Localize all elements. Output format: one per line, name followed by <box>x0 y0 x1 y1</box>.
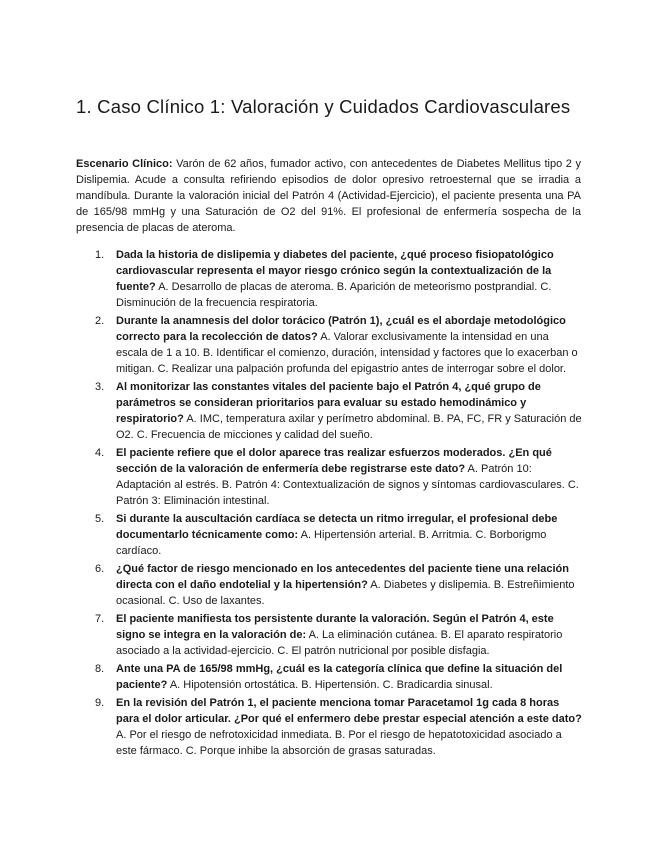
question-item <box>78 379 583 443</box>
question-options: A. Patrón 10: Adaptación al estrés. B. Patrón 4: Contextualización de signos y síntomas cardiovasculares. C. Patrón 3: Eliminación intestinal. <box>116 463 579 507</box>
question-number: 6. <box>95 563 105 575</box>
question-options: A. IMC, temperatura axilar y perímetro abdominal. B. PA, FC, FR y Saturación de O2. C. Frecuencia de micciones y calidad del sueño. <box>116 413 582 441</box>
question-item <box>78 561 583 609</box>
question-number: 1. <box>95 249 105 261</box>
scenario-text: Varón de 62 años, fumador activo, con antecedentes de Diabetes Mellitus tipo 2 y Dislipemia. Acude a consulta refiriendo episodios de dolor opresivo retroesternal que se irradia a mandíbula. Durante la valoración inicial del Patrón 4 (Actividad-Ejercicio), el paciente presenta una PA de 165/98 mmHg y una Saturación de O2 del 91%. El profesional de enfermería sospecha de la presencia de placas de ateroma. <box>76 158 581 234</box>
question-number: 3. <box>95 381 105 393</box>
question-options: A. Por el riesgo de nefrotoxicidad inmediata. B. Por el riesgo de hepatotoxicidad asociado a este fármaco. C. Porque inhibe la absorción de grasas saturadas. <box>116 729 562 757</box>
question-item <box>78 611 583 659</box>
question-stem: En la revisión del Patrón 1, el paciente menciona tomar Paracetamol 1g cada 8 horas para el dolor articular. ¿Por qué el enfermero debe prestar especial atención a este dato? <box>116 697 582 725</box>
question-number: 5. <box>95 513 105 525</box>
question-item <box>78 313 583 377</box>
case-title: 1. Caso Clínico 1: Valoración y Cuidados Cardiovasculares <box>76 96 571 117</box>
question-number: 9. <box>95 697 105 709</box>
question-item <box>78 445 583 509</box>
question-item <box>78 661 583 693</box>
question-number: 4. <box>95 447 105 459</box>
question-item <box>78 247 583 311</box>
question-stem: Ante una PA de 165/98 mmHg, ¿cuál es la categoría clínica que define la situación del paciente? <box>116 663 563 691</box>
question-stem: Dada la historia de dislipemia y diabetes del paciente, ¿qué proceso fisiopatológico cardiovascular representa el mayor riesgo crónico según la contextualización de la fuente? <box>116 249 554 293</box>
question-options: A. Hipertensión arterial. B. Arritmia. C. Borborigmo cardíaco. <box>116 529 547 557</box>
question-stem: El paciente refiere que el dolor aparece tras realizar esfuerzos moderados. ¿En qué sección de la valoración de enfermería debe registrarse este dato? <box>116 447 552 475</box>
question-stem: ¿Qué factor de riesgo mencionado en los antecedentes del paciente tiene una relación directa con el daño endotelial y la hipertensión? <box>116 563 569 591</box>
question-stem: Durante la anamnesis del dolor torácico (Patrón 1), ¿cuál es el abordaje metodológico correcto para la recolección de datos? <box>116 315 566 343</box>
question-number: 2. <box>95 315 105 327</box>
question-number: 8. <box>95 663 105 675</box>
scenario-label: Escenario Clínico: <box>76 158 173 170</box>
question-stem: Si durante la auscultación cardíaca se detecta un ritmo irregular, el profesional debe documentarlo técnicamente como: <box>116 513 558 541</box>
question-options: A. Diabetes y dislipemia. B. Estreñimiento ocasional. C. Uso de laxantes. <box>116 579 575 607</box>
question-options: A. Valorar exclusivamente la intensidad en una escala de 1 a 10. B. Identificar el comienzo, duración, intensidad y factores que lo exacerban o mitigan. C. Realizar una palpación profunda del epigastrio antes de interrogar sobre el dolor. <box>116 331 578 375</box>
question-list <box>78 247 583 761</box>
question-options: A. La eliminación cutánea. B. El aparato respiratorio asociado a la actividad-ejercicio. C. El patrón nutricional por posible disfagia. <box>116 629 563 657</box>
clinical-scenario <box>76 156 581 236</box>
question-stem: Al monitorizar las constantes vitales del paciente bajo el Patrón 4, ¿qué grupo de parámetros se consideran prioritarios para evaluar su estado hemodinámico y respiratorio? <box>116 381 541 425</box>
question-item <box>78 511 583 559</box>
question-options: A. Hipotensión ortostática. B. Hipertensión. C. Bradicardia sinusal. <box>169 679 493 691</box>
question-stem: El paciente manifiesta tos persistente durante la valoración. Según el Patrón 4, este signo se integra en la valoración de: <box>116 613 554 641</box>
question-options: A. Desarrollo de placas de ateroma. B. Aparición de meteorismo postprandial. C. Disminución de la frecuencia respiratoria. <box>116 281 552 309</box>
question-item <box>78 695 583 759</box>
question-number: 7. <box>95 613 105 625</box>
